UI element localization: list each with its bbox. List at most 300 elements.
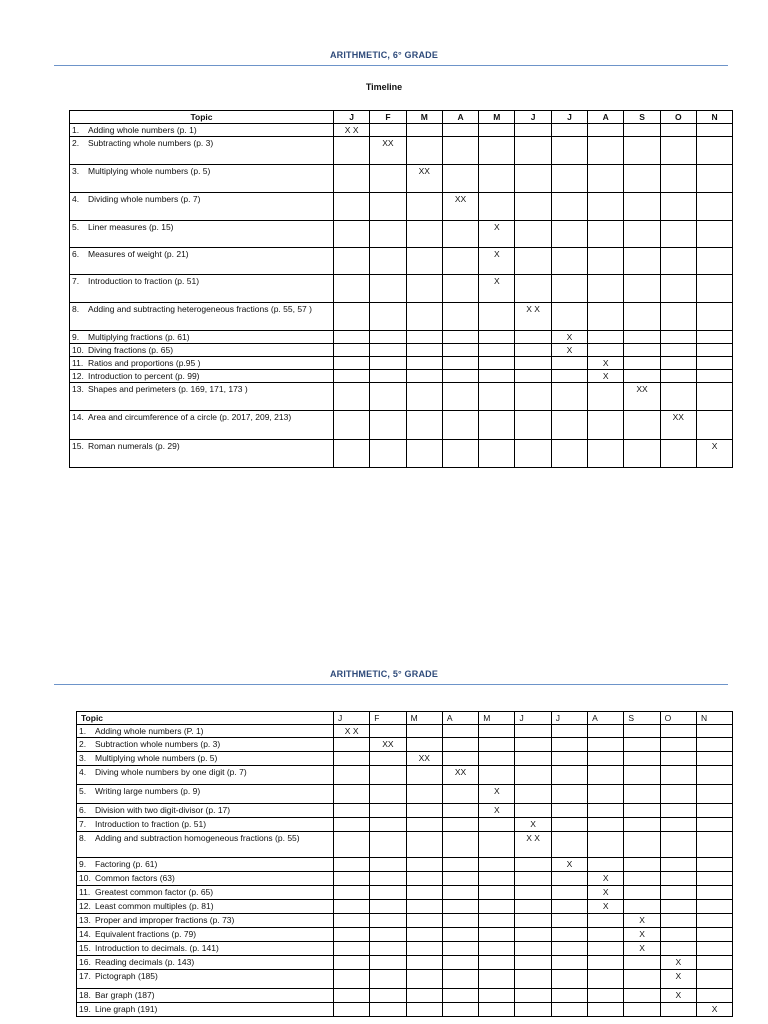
month-mark-cell	[442, 383, 478, 411]
topic-number: 9.	[72, 332, 80, 342]
month-mark-cell	[588, 124, 624, 137]
timeline-table-5th-grade	[76, 711, 733, 1017]
month-mark-cell	[624, 440, 660, 468]
month-mark-cell	[624, 956, 660, 970]
topic-label: Introduction to fraction (p. 51)	[88, 276, 200, 286]
month-mark-cell	[442, 357, 478, 370]
topic-label: Adding whole numbers (p. 1)	[88, 125, 197, 135]
topic-label: Liner measures (p. 15)	[88, 222, 174, 232]
title-divider	[54, 65, 728, 66]
month-mark-cell: X	[660, 956, 696, 970]
topic-cell	[77, 766, 334, 785]
month-mark-cell	[334, 928, 370, 942]
month-mark-cell	[334, 137, 370, 165]
topic-label: Multiplying whole numbers (p. 5)	[95, 753, 218, 763]
month-mark-cell	[660, 818, 696, 832]
month-mark-cell	[624, 331, 660, 344]
month-mark-cell	[515, 725, 551, 738]
column-header-month: J	[334, 712, 370, 725]
month-mark-cell	[406, 872, 442, 886]
table-row	[70, 275, 733, 303]
month-mark-cell	[334, 411, 370, 440]
month-mark-cell	[442, 818, 478, 832]
month-mark-cell	[479, 928, 515, 942]
column-header-month: O	[660, 111, 696, 124]
month-mark-cell	[406, 411, 442, 440]
topic-number: 5.	[79, 786, 87, 796]
month-mark-cell	[696, 832, 732, 858]
month-mark-cell	[624, 818, 660, 832]
topic-cell	[70, 165, 334, 193]
month-mark-cell	[406, 886, 442, 900]
topic-number: 2.	[72, 138, 80, 148]
topic-cell	[70, 124, 334, 137]
month-mark-cell	[696, 886, 732, 900]
month-mark-cell	[660, 725, 696, 738]
month-mark-cell	[479, 331, 515, 344]
topic-label: Common factors (63)	[95, 873, 175, 883]
topic-cell	[77, 886, 334, 900]
topic-label: Writing large numbers (p. 9)	[95, 786, 201, 796]
month-mark-cell	[515, 370, 551, 383]
table-row	[77, 872, 733, 886]
month-mark-cell	[370, 818, 406, 832]
month-mark-cell	[334, 785, 370, 804]
table-row	[70, 221, 733, 248]
topic-number: 13.	[72, 384, 84, 394]
month-mark-cell	[588, 738, 624, 752]
month-mark-cell	[588, 752, 624, 766]
month-mark-cell	[515, 942, 551, 956]
column-header-month: A	[588, 712, 624, 725]
month-mark-cell	[406, 331, 442, 344]
topic-cell	[77, 818, 334, 832]
month-mark-cell	[551, 942, 587, 956]
month-mark-cell	[370, 370, 406, 383]
month-mark-cell	[696, 193, 732, 221]
month-mark-cell	[660, 858, 696, 872]
month-mark-cell	[515, 970, 551, 989]
month-mark-cell	[588, 914, 624, 928]
table-row	[70, 344, 733, 357]
month-mark-cell	[696, 275, 732, 303]
title-divider	[54, 684, 728, 685]
topic-cell	[77, 738, 334, 752]
month-mark-cell	[588, 989, 624, 1003]
month-mark-cell	[515, 411, 551, 440]
topic-label: Multiplying whole numbers (p. 5)	[88, 166, 211, 176]
month-mark-cell: XX	[624, 383, 660, 411]
month-mark-cell	[696, 303, 732, 331]
topic-label: Multiplying fractions (p. 61)	[88, 332, 190, 342]
month-mark-cell	[406, 900, 442, 914]
month-mark-cell	[551, 440, 587, 468]
month-mark-cell	[624, 886, 660, 900]
column-header-month: J	[551, 712, 587, 725]
month-mark-cell	[515, 886, 551, 900]
topic-number: 15.	[79, 943, 91, 953]
topic-number: 7.	[79, 819, 87, 829]
month-mark-cell	[660, 383, 696, 411]
topic-number: 1.	[72, 125, 80, 135]
topic-label: Pictograph (185)	[95, 971, 158, 981]
month-mark-cell	[696, 872, 732, 886]
month-mark-cell	[442, 440, 478, 468]
month-mark-cell	[551, 357, 587, 370]
month-mark-cell: X X	[334, 124, 370, 137]
month-mark-cell	[551, 193, 587, 221]
topic-label: Ratios and proportions (p.95 )	[88, 358, 201, 368]
month-mark-cell: X	[696, 440, 732, 468]
month-mark-cell	[660, 303, 696, 331]
topic-number: 17.	[79, 971, 91, 981]
month-mark-cell	[660, 165, 696, 193]
month-mark-cell	[551, 886, 587, 900]
month-mark-cell	[370, 766, 406, 785]
month-mark-cell	[624, 165, 660, 193]
table-row	[77, 970, 733, 989]
month-mark-cell	[551, 900, 587, 914]
month-mark-cell	[696, 370, 732, 383]
month-mark-cell: XX	[442, 766, 478, 785]
topic-cell	[77, 956, 334, 970]
month-mark-cell	[442, 738, 478, 752]
month-mark-cell	[479, 970, 515, 989]
table-row	[77, 914, 733, 928]
month-mark-cell	[551, 928, 587, 942]
month-mark-cell	[334, 440, 370, 468]
month-mark-cell	[551, 275, 587, 303]
month-mark-cell	[370, 886, 406, 900]
month-mark-cell	[696, 411, 732, 440]
topic-number: 14.	[79, 929, 91, 939]
topic-cell	[77, 989, 334, 1003]
table-row	[77, 858, 733, 872]
month-mark-cell	[334, 804, 370, 818]
month-mark-cell	[370, 872, 406, 886]
topic-number: 4.	[79, 767, 87, 777]
month-mark-cell	[624, 725, 660, 738]
topic-cell	[77, 1003, 334, 1017]
month-mark-cell	[515, 956, 551, 970]
month-mark-cell	[515, 165, 551, 193]
month-mark-cell: XX	[406, 752, 442, 766]
month-mark-cell	[624, 989, 660, 1003]
topic-number: 13.	[79, 915, 91, 925]
month-mark-cell	[406, 193, 442, 221]
month-mark-cell	[406, 818, 442, 832]
month-mark-cell	[334, 275, 370, 303]
month-mark-cell	[334, 303, 370, 331]
month-mark-cell	[442, 303, 478, 331]
month-mark-cell	[370, 165, 406, 193]
month-mark-cell	[479, 411, 515, 440]
month-mark-cell	[370, 928, 406, 942]
table-row	[70, 331, 733, 344]
month-mark-cell	[334, 370, 370, 383]
month-mark-cell	[406, 832, 442, 858]
month-mark-cell	[551, 165, 587, 193]
month-mark-cell	[370, 357, 406, 370]
month-mark-cell	[370, 221, 406, 248]
month-mark-cell	[515, 1003, 551, 1017]
column-header-month: J	[515, 712, 551, 725]
month-mark-cell	[551, 872, 587, 886]
column-header-month: S	[624, 712, 660, 725]
topic-label: Reading decimals (p. 143)	[95, 957, 195, 967]
month-mark-cell	[696, 766, 732, 785]
month-mark-cell	[334, 989, 370, 1003]
topic-number: 8.	[79, 833, 87, 843]
topic-cell	[70, 411, 334, 440]
month-mark-cell	[515, 137, 551, 165]
month-mark-cell	[406, 785, 442, 804]
month-mark-cell	[624, 832, 660, 858]
month-mark-cell	[515, 914, 551, 928]
month-mark-cell	[551, 818, 587, 832]
month-mark-cell	[406, 383, 442, 411]
month-mark-cell: X	[624, 942, 660, 956]
month-mark-cell	[551, 725, 587, 738]
table-row	[70, 165, 733, 193]
month-mark-cell: X	[551, 331, 587, 344]
topic-number: 3.	[79, 753, 87, 763]
column-header-month: M	[479, 712, 515, 725]
topic-number: 8.	[72, 304, 80, 314]
month-mark-cell	[624, 785, 660, 804]
column-header-month: S	[624, 111, 660, 124]
topic-cell	[77, 928, 334, 942]
topic-cell	[70, 303, 334, 331]
month-mark-cell	[370, 344, 406, 357]
month-mark-cell	[515, 440, 551, 468]
month-mark-cell	[406, 275, 442, 303]
month-mark-cell	[696, 738, 732, 752]
topic-cell	[77, 832, 334, 858]
month-mark-cell	[696, 928, 732, 942]
month-mark-cell	[660, 752, 696, 766]
month-mark-cell	[406, 766, 442, 785]
month-mark-cell	[551, 124, 587, 137]
month-mark-cell	[624, 970, 660, 989]
month-mark-cell	[551, 1003, 587, 1017]
month-mark-cell	[660, 886, 696, 900]
topic-number: 10.	[79, 873, 91, 883]
month-mark-cell	[479, 193, 515, 221]
topic-number: 16.	[79, 957, 91, 967]
column-header-month: N	[696, 111, 732, 124]
column-header-month: M	[479, 111, 515, 124]
month-mark-cell: XX	[660, 411, 696, 440]
month-mark-cell	[406, 914, 442, 928]
month-mark-cell: X X	[515, 303, 551, 331]
month-mark-cell	[696, 331, 732, 344]
month-mark-cell	[660, 440, 696, 468]
topic-label: Division with two digit-divisor (p. 17)	[95, 805, 231, 815]
month-mark-cell	[370, 804, 406, 818]
topic-cell	[70, 221, 334, 248]
month-mark-cell	[588, 411, 624, 440]
month-mark-cell	[551, 303, 587, 331]
month-mark-cell	[370, 914, 406, 928]
table-row	[70, 137, 733, 165]
month-mark-cell	[624, 1003, 660, 1017]
month-mark-cell	[370, 1003, 406, 1017]
topic-cell	[70, 370, 334, 383]
month-mark-cell	[334, 886, 370, 900]
table-row	[77, 928, 733, 942]
month-mark-cell	[551, 383, 587, 411]
month-mark-cell	[442, 914, 478, 928]
table-row	[77, 738, 733, 752]
month-mark-cell	[588, 248, 624, 275]
month-mark-cell	[479, 357, 515, 370]
month-mark-cell	[624, 248, 660, 275]
month-mark-cell	[588, 275, 624, 303]
table-row	[77, 1003, 733, 1017]
topic-number: 10.	[72, 345, 84, 355]
column-header-topic: Topic	[70, 111, 334, 124]
month-mark-cell	[660, 785, 696, 804]
table-row	[70, 370, 733, 383]
table-row	[70, 411, 733, 440]
month-mark-cell	[442, 804, 478, 818]
month-mark-cell	[588, 383, 624, 411]
month-mark-cell	[515, 383, 551, 411]
month-mark-cell	[406, 344, 442, 357]
month-mark-cell	[442, 942, 478, 956]
month-mark-cell	[479, 440, 515, 468]
section-title-6th-grade: ARITHMETIC, 6° GRADE	[329, 50, 439, 60]
month-mark-cell	[334, 914, 370, 928]
month-mark-cell	[515, 221, 551, 248]
column-header-month: J	[515, 111, 551, 124]
topic-cell	[77, 872, 334, 886]
month-mark-cell	[624, 804, 660, 818]
month-mark-cell	[551, 766, 587, 785]
column-header-month: F	[370, 111, 406, 124]
month-mark-cell	[515, 900, 551, 914]
topic-cell	[70, 193, 334, 221]
month-mark-cell	[696, 956, 732, 970]
month-mark-cell	[660, 275, 696, 303]
month-mark-cell	[660, 331, 696, 344]
month-mark-cell	[479, 738, 515, 752]
month-mark-cell	[660, 804, 696, 818]
month-mark-cell	[442, 970, 478, 989]
topic-cell	[77, 858, 334, 872]
month-mark-cell	[334, 956, 370, 970]
month-mark-cell	[442, 752, 478, 766]
month-mark-cell	[696, 124, 732, 137]
month-mark-cell	[406, 248, 442, 275]
month-mark-cell	[624, 872, 660, 886]
table-row	[77, 956, 733, 970]
month-mark-cell: XX	[406, 165, 442, 193]
topic-label: Factoring (p. 61)	[95, 859, 158, 869]
topic-cell	[77, 752, 334, 766]
table-row	[77, 766, 733, 785]
month-mark-cell	[696, 725, 732, 738]
month-mark-cell	[660, 248, 696, 275]
topic-label: Introduction to fraction (p. 51)	[95, 819, 207, 829]
month-mark-cell: X	[588, 886, 624, 900]
month-mark-cell	[370, 725, 406, 738]
month-mark-cell	[479, 832, 515, 858]
month-mark-cell	[442, 928, 478, 942]
month-mark-cell	[660, 914, 696, 928]
month-mark-cell	[588, 440, 624, 468]
topic-cell	[70, 383, 334, 411]
month-mark-cell	[696, 165, 732, 193]
month-mark-cell	[370, 303, 406, 331]
column-header-month: A	[588, 111, 624, 124]
topic-cell	[70, 440, 334, 468]
month-mark-cell	[479, 383, 515, 411]
month-mark-cell	[588, 1003, 624, 1017]
month-mark-cell	[370, 248, 406, 275]
topic-cell	[70, 357, 334, 370]
topic-cell	[70, 344, 334, 357]
topic-number: 9.	[79, 859, 87, 869]
month-mark-cell	[660, 738, 696, 752]
month-mark-cell	[588, 858, 624, 872]
column-header-month: J	[551, 111, 587, 124]
month-mark-cell: X	[588, 370, 624, 383]
month-mark-cell	[588, 725, 624, 738]
month-mark-cell	[588, 303, 624, 331]
month-mark-cell	[370, 858, 406, 872]
month-mark-cell	[551, 989, 587, 1003]
topic-label: Roman numerals (p. 29)	[88, 441, 180, 451]
month-mark-cell	[370, 411, 406, 440]
topic-cell	[70, 248, 334, 275]
topic-number: 11.	[72, 358, 84, 368]
month-mark-cell	[515, 872, 551, 886]
topic-number: 14.	[72, 412, 84, 422]
month-mark-cell	[588, 331, 624, 344]
month-mark-cell: X	[624, 914, 660, 928]
month-mark-cell	[406, 738, 442, 752]
month-mark-cell	[442, 886, 478, 900]
month-mark-cell	[515, 344, 551, 357]
month-mark-cell	[660, 1003, 696, 1017]
month-mark-cell	[442, 344, 478, 357]
topic-number: 5.	[72, 222, 80, 232]
month-mark-cell	[624, 766, 660, 785]
table-row	[77, 818, 733, 832]
month-mark-cell	[696, 383, 732, 411]
column-header-month: A	[442, 712, 478, 725]
table-row	[77, 752, 733, 766]
month-mark-cell	[406, 989, 442, 1003]
table-row	[70, 193, 733, 221]
table-row	[77, 832, 733, 858]
month-mark-cell	[696, 914, 732, 928]
topic-cell	[77, 785, 334, 804]
month-mark-cell	[624, 193, 660, 221]
month-mark-cell	[515, 752, 551, 766]
month-mark-cell	[660, 221, 696, 248]
month-mark-cell	[515, 331, 551, 344]
topic-number: 6.	[79, 805, 87, 815]
month-mark-cell	[624, 357, 660, 370]
month-mark-cell	[696, 221, 732, 248]
month-mark-cell	[588, 970, 624, 989]
month-mark-cell	[334, 221, 370, 248]
topic-cell	[77, 804, 334, 818]
topic-label: Diving fractions (p. 65)	[88, 345, 174, 355]
